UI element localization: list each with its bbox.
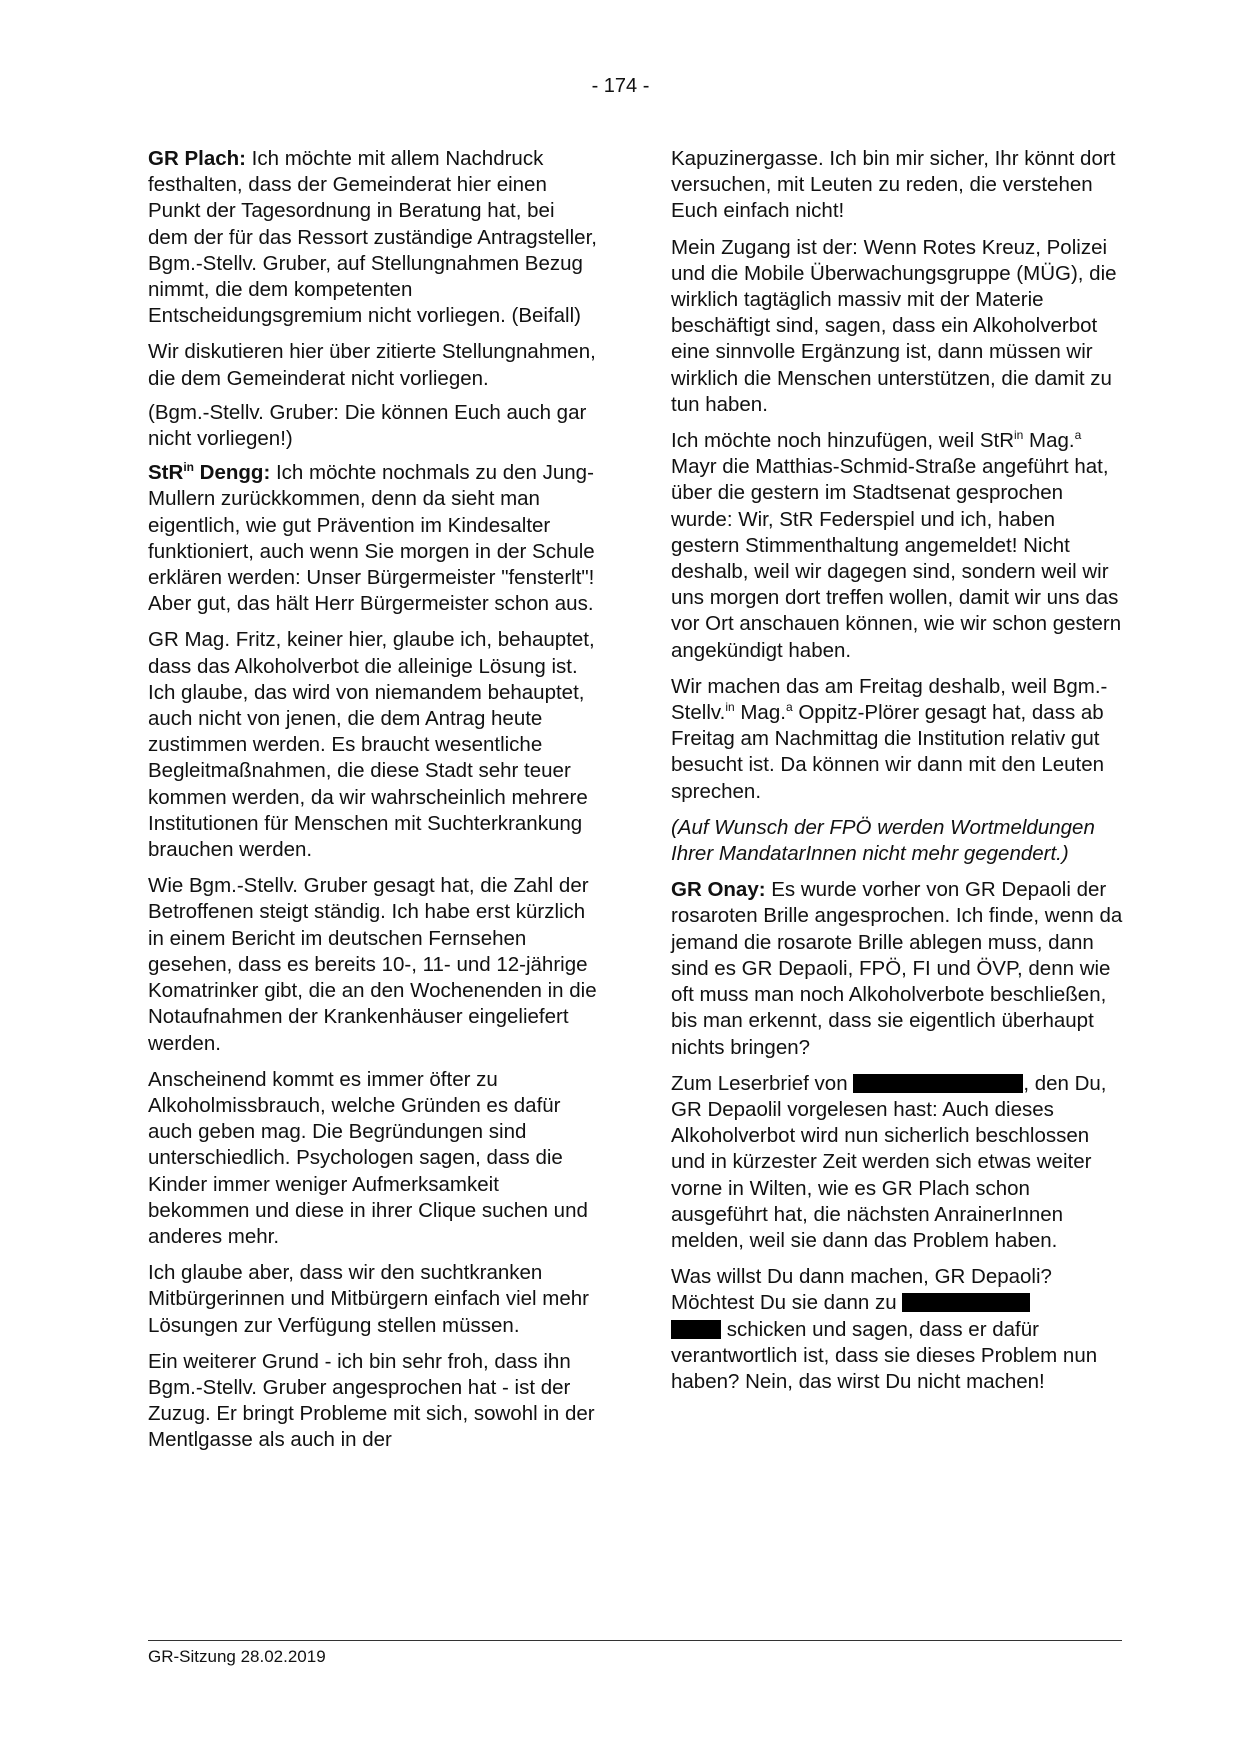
paragraph: Wir diskutieren hier über zitierte Stellungnahmen, die dem Gemeinderat nicht vorliegen. — [148, 340, 596, 390]
paragraph: Anscheinend kommt es immer öfter zu Alkoholmissbrauch, welche Gründen es dafür auch geben mag. Die Begründungen sind unterschiedlich. Psychologen sagen, dass die Kinder immer weniger Aufmerksamkeit bekommen und diese in ihrer Clique suchen und anderes mehr. — [148, 1067, 588, 1248]
footer-rule — [148, 1640, 1122, 1641]
paragraph — [671, 877, 1123, 1060]
paragraph: Ein weiterer Grund - ich bin sehr froh, dass ihn Bgm.-Stellv. Gruber angesprochen hat - ist der Zuzug. Er bringt Probleme mit sich, sowohl in der Mentlgasse als auch in der — [148, 1349, 595, 1452]
editorial-note: (Auf Wunsch der FPÖ werden Wortmeldungen Ihrer MandatarInnen nicht mehr gegendert.) — [671, 815, 1095, 866]
paragraph-text: Ich möchte mit allem Nachdruck festhalten, dass der Gemeinderat hier einen Punkt der Tagesordnung in Beratung hat, bei dem der für das Ressort zuständige Antragsteller, Bgm.-Stellv. Gruber, auf Stellungnahmen Bezug nimmt, die dem kompetenten Entscheidungsgremium nicht vorliegen. (Beifall) — [148, 147, 597, 328]
redaction-bar — [671, 1320, 721, 1339]
paragraph — [148, 146, 600, 329]
paragraph: Kapuzinergasse. Ich bin mir sicher, Ihr könnt dort versuchen, mit Leuten zu reden, die verstehen Euch einfach nicht! — [671, 147, 1116, 223]
left-column — [148, 146, 600, 1464]
paragraph: Wie Bgm.-Stellv. Gruber gesagt hat, die Zahl der Betroffenen steigt ständig. Ich habe erst kürzlich in einem Bericht im deutschen Fernsehen gesehen, dass es bereits 10-, 11- und 12-jährige Komatrinker gibt, die an den Wochenenden in die Notaufnahmen der Krankenhäuser eingeliefert werden. — [148, 874, 597, 1055]
redaction-bar — [902, 1293, 1030, 1312]
paragraph — [148, 460, 600, 617]
footer-text: GR-Sitzung 28.02.2019 — [148, 1647, 326, 1666]
speaker-name: GR Plach: — [148, 147, 246, 170]
paragraph: Ich glaube aber, dass wir den suchtkranken Mitbürgerinnen und Mitbürgern einfach viel mehr Lösungen zur Verfügung stellen müssen. — [148, 1261, 589, 1337]
paragraph: (Bgm.-Stellv. Gruber: Die können Euch auch gar nicht vorliegen!) — [148, 400, 587, 451]
paragraph: Mein Zugang ist der: Wenn Rotes Kreuz, Polizei und die Mobile Überwachungsgruppe (MÜG), die wirklich tagtäglich massiv mit der Materie beschäftigt sind, sagen, dass ein Alkoholverbot eine sinnvolle Ergänzung ist, dann müssen wir wirklich die Menschen unterstützen, die damit zu tun haben. — [671, 235, 1117, 416]
speaker-name: StR$^{in}$ Dengg: — [148, 460, 271, 485]
paragraph: Ich möchte noch hinzufügen, weil StR$^{in}$ Mag.$^a$ Mayr die Matthias-Schmid-Straße angeführt hat, über die gestern im Stadtsenat gesprochen wurde: Wir, StR Federspiel und ich, haben gestern Stimmenthaltung angemeldet! Nicht deshalb, weil wir dagegen sind, sondern weil wir uns morgen dort treffen wollen, damit wir uns das vor Ort anschauen können, wie wir schon gestern angekündigt haben. — [671, 428, 1122, 662]
right-column — [671, 146, 1123, 1405]
paragraph: Wir machen das am Freitag deshalb, weil Bgm.-Stellv.$^{in}$ Mag.$^a$ Oppitz-Plörer gesagt hat, dass ab Freitag am Nachmittag die Institution relativ gut besucht ist. Da können wir dann mit den Leuten sprechen. — [671, 674, 1108, 803]
paragraph-text: Ich möchte nochmals zu den Jung-Mullern zurückkommen, denn da sieht man eigentlich, wie gut Prävention im Kindesalter funktioniert, auch wenn Sie morgen in der Schule erklären werden: Unser Bürgermeister "fensterlt"! Aber gut, das hält Herr Bürgermeister schon aus. — [148, 461, 595, 616]
paragraph: Zum Leserbrief von , den Du, GR Depaolil vorgelesen hast: Auch dieses Alkoholverbot wird nun sicherlich beschlossen und in kürzester Zeit werden sich etwas weiter vorne in Wilten, wie es GR Plach schon ausgeführt hat, die nächsten AnrainerInnen melden, weil sie dann das Problem haben. — [671, 1071, 1107, 1252]
page-number: - 174 - — [591, 75, 650, 97]
speaker-name: GR Onay: — [671, 878, 766, 902]
paragraph: GR Mag. Fritz, keiner hier, glaube ich, behauptet, dass das Alkoholverbot die alleinige Lösung ist. Ich glaube, das wird von niemandem behauptet, auch nicht von jenen, die dem Antrag heute zustimmen werden. Es braucht wesentliche Begleitmaßnahmen, die diese Stadt sehr teuer kommen werden, da wir wahrscheinlich mehrere Institutionen für Menschen mit Suchterkrankung brauchen werden. — [148, 628, 595, 862]
redaction-bar — [853, 1074, 1023, 1093]
paragraph: Was willst Du dann machen, GR Depaoli? Möchtest Du sie dann zu schicken und sagen, dass er dafür verantwortlich ist, dass sie dieses Problem nun haben? Nein, das wirst Du nicht machen! — [671, 1265, 1098, 1393]
paragraph-text: Es wurde vorher von GR Depaoli der rosaroten Brille angesprochen. Ich finde, wenn da jemand die rosarote Brille ablegen muss, dann sind es GR Depaoli, FPÖ, FI und ÖVP, denn wie oft muss man noch Alkoholverbote beschließen, bis man erkennt, dass sie eigentlich überhaupt nichts bringen? — [671, 878, 1123, 1059]
